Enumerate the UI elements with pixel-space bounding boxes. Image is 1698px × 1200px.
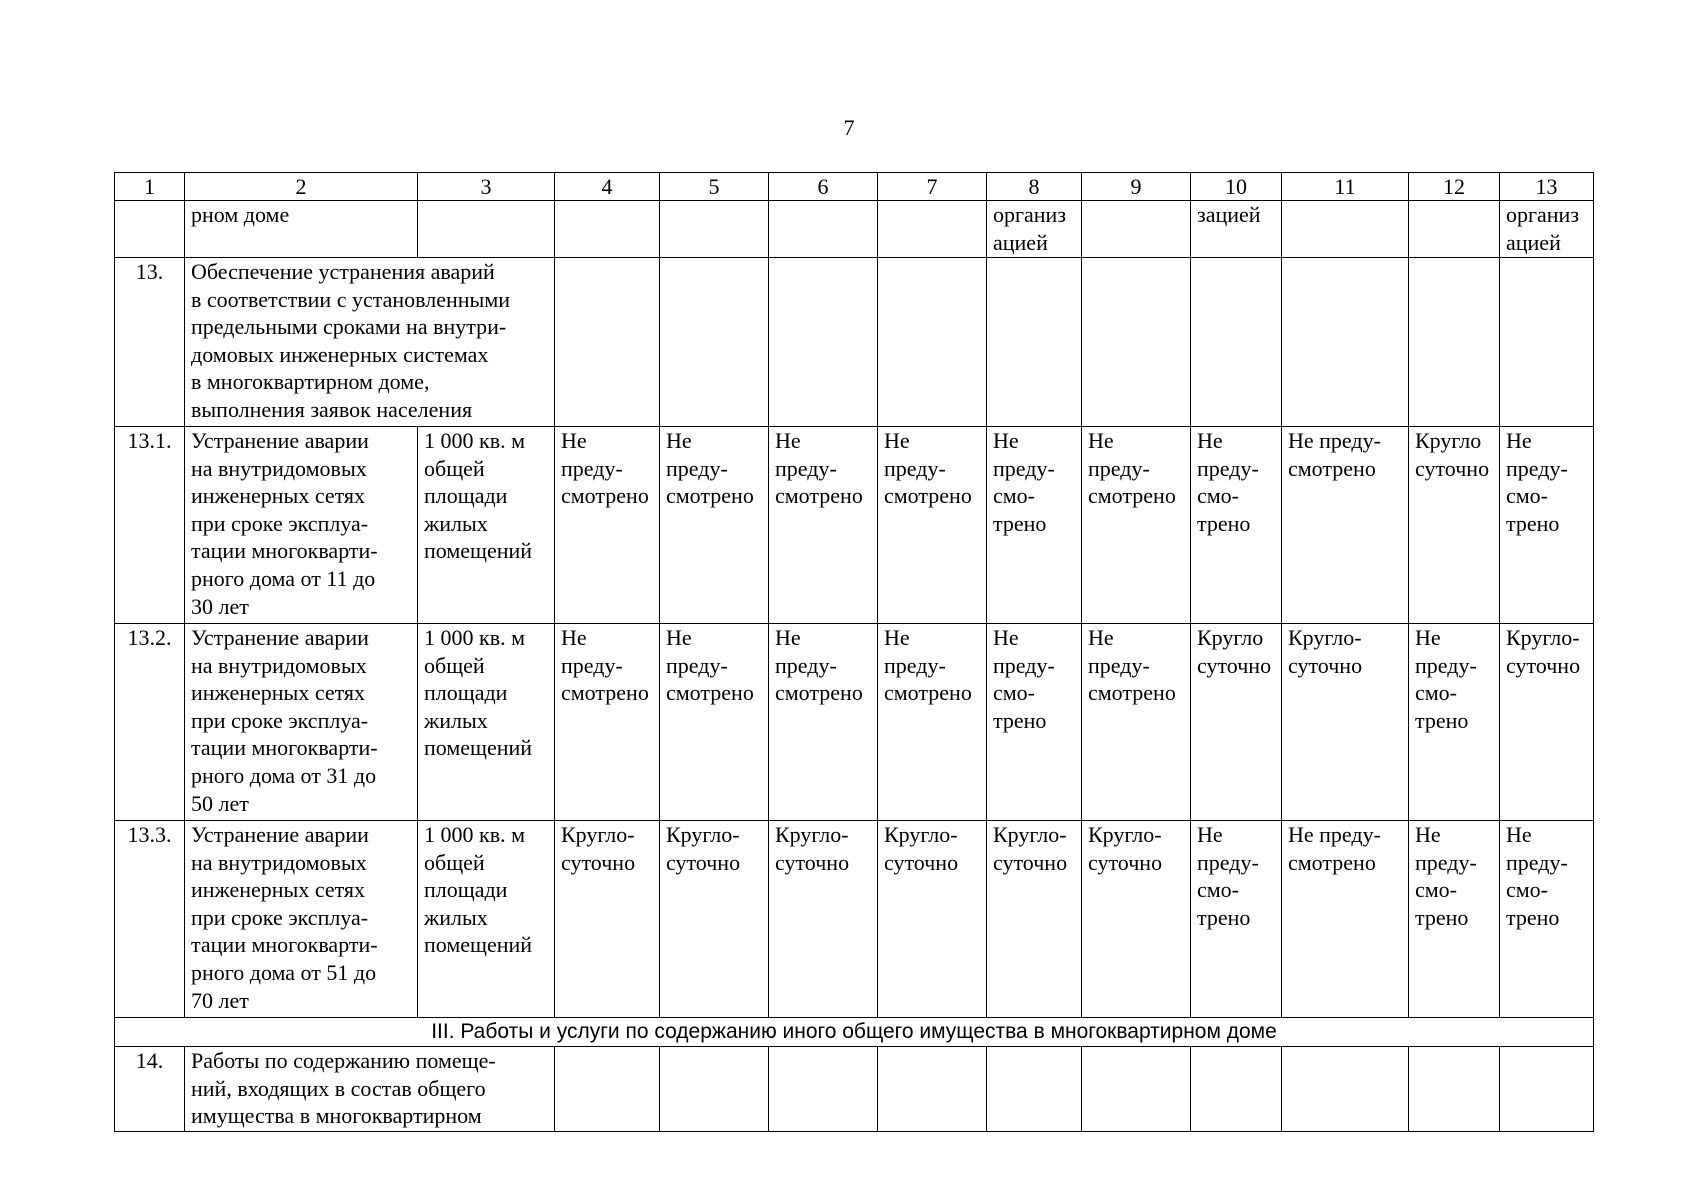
item-number: 13. bbox=[115, 258, 185, 427]
column-number: 11 bbox=[1282, 173, 1409, 201]
table-cell: Кругло суточно bbox=[1191, 624, 1282, 821]
item-unit: 1 000 кв. м общей площади жилых помещений bbox=[418, 624, 555, 821]
item-title: Устранение аварии на внутридомовых инженерных сетях при сроке эксплуа- тации многокварти- рного дома от 11 до 30 лет bbox=[185, 427, 418, 624]
column-number: 10 bbox=[1191, 173, 1282, 201]
table-cell bbox=[660, 1047, 769, 1132]
table-cell bbox=[769, 1047, 878, 1132]
table-cell bbox=[878, 258, 987, 427]
table-cell: Кругло- суточно bbox=[987, 821, 1082, 1018]
table-cell bbox=[1500, 258, 1594, 427]
table-cell bbox=[1191, 258, 1282, 427]
table-cell: Не преду- смотрено bbox=[878, 427, 987, 624]
table-cell bbox=[878, 1047, 987, 1132]
table-cell: Не преду- смотрено bbox=[769, 624, 878, 821]
table-cell: Не преду- смотрено bbox=[660, 624, 769, 821]
table-cell: Не преду- смо- трено bbox=[1191, 821, 1282, 1018]
table-cell bbox=[1282, 258, 1409, 427]
page-number: 7 bbox=[843, 115, 855, 140]
table-cell bbox=[555, 258, 660, 427]
item-title: Обеспечение устранения аварий в соответствии с установленными предельными сроками на внутри- домовых инженерных системах в многоквартирном доме, выполнения заявок населения bbox=[185, 258, 555, 427]
table-cell: Кругло- суточно bbox=[769, 821, 878, 1018]
table-cell bbox=[1409, 258, 1500, 427]
item-title: Устранение аварии на внутридомовых инженерных сетях при сроке эксплуа- тации многокварти- рного дома от 51 до 70 лет bbox=[185, 821, 418, 1018]
table-cell bbox=[769, 201, 878, 258]
table-cell: Не преду- смотрено bbox=[769, 427, 878, 624]
column-number: 12 bbox=[1409, 173, 1500, 201]
table-cell bbox=[987, 258, 1082, 427]
table-cell: рном доме bbox=[185, 201, 418, 258]
table-cell: зацией bbox=[1191, 201, 1282, 258]
table-cell: Кругло- суточно bbox=[555, 821, 660, 1018]
table-cell: Не преду- смотрено bbox=[1282, 821, 1409, 1018]
table-cell bbox=[115, 201, 185, 258]
table-cell: Не преду- смотрено bbox=[1282, 427, 1409, 624]
column-number: 13 bbox=[1500, 173, 1594, 201]
column-number: 3 bbox=[418, 173, 555, 201]
table-cell: Кругло- суточно bbox=[1082, 821, 1191, 1018]
table-cell bbox=[555, 201, 660, 258]
table-cell bbox=[1082, 1047, 1191, 1132]
table-cell bbox=[1191, 1047, 1282, 1132]
table-cell bbox=[555, 1047, 660, 1132]
column-number-row bbox=[115, 173, 1594, 201]
item-unit: 1 000 кв. м общей площади жилых помещений bbox=[418, 821, 555, 1018]
column-number: 7 bbox=[878, 173, 987, 201]
item-number: 13.1. bbox=[115, 427, 185, 624]
table-cell: Не преду- смотрено bbox=[1082, 624, 1191, 821]
column-number: 9 bbox=[1082, 173, 1191, 201]
table-cell bbox=[1082, 258, 1191, 427]
table-cell bbox=[1282, 201, 1409, 258]
item-number: 14. bbox=[115, 1047, 185, 1132]
item-title: Устранение аварии на внутридомовых инженерных сетях при сроке эксплуа- тации многокварти- рного дома от 31 до 50 лет bbox=[185, 624, 418, 821]
column-number: 5 bbox=[660, 173, 769, 201]
table-cell bbox=[1409, 1047, 1500, 1132]
table-row-item-14 bbox=[115, 1047, 1594, 1132]
section-title: III. Работы и услуги по содержанию иного общего имущества в многоквартирном доме bbox=[115, 1018, 1594, 1047]
column-number: 2 bbox=[185, 173, 418, 201]
table-row-item-13-1 bbox=[115, 427, 1594, 624]
table-row-item-13-3 bbox=[115, 821, 1594, 1018]
table-cell: Не преду- смотрено bbox=[555, 427, 660, 624]
table-cell bbox=[1082, 201, 1191, 258]
table-cell: Кругло- суточно bbox=[878, 821, 987, 1018]
item-title: Работы по содержанию помеще- ний, входящих в состав общего имущества в многоквартирном bbox=[185, 1047, 555, 1132]
table-cell: Не преду- смотрено bbox=[660, 427, 769, 624]
table-cell: Не преду- смо- трено bbox=[1409, 821, 1500, 1018]
table-cell: Кругло- суточно bbox=[1500, 624, 1594, 821]
table-cell bbox=[987, 1047, 1082, 1132]
column-number: 4 bbox=[555, 173, 660, 201]
table-cell bbox=[418, 201, 555, 258]
table-cell: Не преду- смотрено bbox=[878, 624, 987, 821]
table-cell: Кругло- суточно bbox=[660, 821, 769, 1018]
item-unit: 1 000 кв. м общей площади жилых помещений bbox=[418, 427, 555, 624]
item-number: 13.3. bbox=[115, 821, 185, 1018]
table-cell: Не преду- смо- трено bbox=[1500, 427, 1594, 624]
table-cell bbox=[878, 201, 987, 258]
table-cell: Не преду- смо- трено bbox=[1409, 624, 1500, 821]
column-number: 6 bbox=[769, 173, 878, 201]
table-row-item-13 bbox=[115, 258, 1594, 427]
item-number: 13.2. bbox=[115, 624, 185, 821]
services-table bbox=[114, 172, 1594, 1132]
column-number: 8 bbox=[987, 173, 1082, 201]
table-cell: Не преду- смо- трено bbox=[1500, 821, 1594, 1018]
table-cell bbox=[769, 258, 878, 427]
table-cell: Кругло- суточно bbox=[1282, 624, 1409, 821]
table-cell: Не преду- смо- трено bbox=[987, 427, 1082, 624]
table-row-continuation bbox=[115, 201, 1594, 258]
table-cell: Не преду- смо- трено bbox=[987, 624, 1082, 821]
column-number: 1 bbox=[115, 173, 185, 201]
table-cell: Кругло суточно bbox=[1409, 427, 1500, 624]
section-header-row bbox=[115, 1018, 1594, 1047]
table-cell bbox=[660, 201, 769, 258]
table-cell: организ ацией bbox=[987, 201, 1082, 258]
table-cell: Не преду- смотрено bbox=[555, 624, 660, 821]
table-cell: Не преду- смо- трено bbox=[1191, 427, 1282, 624]
table-cell bbox=[1409, 201, 1500, 258]
table-cell bbox=[1282, 1047, 1409, 1132]
table-cell bbox=[1500, 1047, 1594, 1132]
table-cell bbox=[660, 258, 769, 427]
table-cell: Не преду- смотрено bbox=[1082, 427, 1191, 624]
table-row-item-13-2 bbox=[115, 624, 1594, 821]
table-cell: организ ацией bbox=[1500, 201, 1594, 258]
